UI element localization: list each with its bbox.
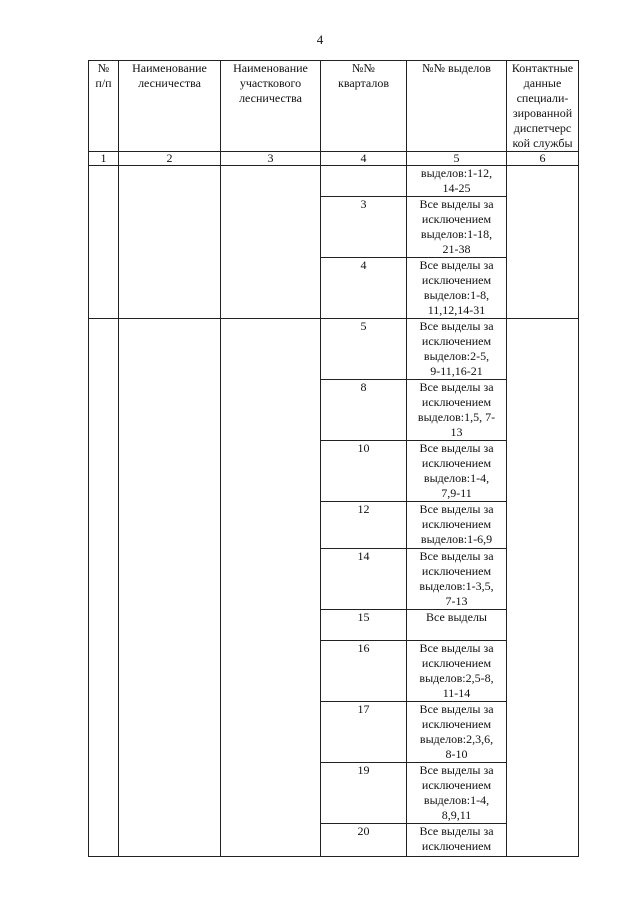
kvartal-cell: 4	[321, 258, 407, 319]
vydely-line: исключением	[421, 334, 492, 348]
column-number: 2	[119, 152, 221, 166]
kvartal-cell: 10	[321, 441, 407, 502]
vydely-line: выделов:2-5,	[423, 349, 490, 363]
header-line: п/п	[95, 76, 112, 90]
blank-num	[89, 166, 119, 319]
header-line: зированной	[512, 106, 573, 120]
vydely-line: исключением	[421, 456, 492, 470]
header-line: участкового	[239, 76, 302, 90]
vydely-line: Все выделы за	[419, 549, 494, 563]
kvartal-cell: 14	[321, 549, 407, 610]
vydely-cell	[407, 763, 507, 824]
vydely-line: Все выделы за	[419, 763, 494, 777]
header-line: №№ выделов	[422, 61, 491, 75]
vydely-line: выделов:1-8,	[423, 288, 490, 302]
vydely-line: 7-13	[445, 594, 468, 608]
header-line: №	[97, 61, 110, 75]
vydely-line: выделов:2,3,6,	[419, 732, 494, 746]
kvartal-cell: 12	[321, 502, 407, 549]
vydely-line: 7,9-11	[441, 486, 472, 500]
vydely-line: Все выделы за	[419, 319, 494, 333]
column-number: 1	[89, 152, 119, 166]
vydely-line: исключением	[421, 717, 492, 731]
blank-district	[221, 166, 321, 319]
kvartal-cell	[321, 166, 407, 197]
vydely-cell	[407, 824, 507, 857]
column-number: 3	[221, 152, 321, 166]
table-row	[89, 166, 579, 197]
vydely-line: 13	[450, 425, 463, 439]
vydely-cell	[407, 380, 507, 441]
vydely-line: исключением	[421, 395, 492, 409]
vydely-line: исключением	[421, 517, 492, 531]
header-line: №№	[352, 61, 375, 75]
kvartal-cell: 3	[321, 197, 407, 258]
header-contacts	[507, 61, 579, 152]
vydely-line: исключением	[421, 656, 492, 670]
header-line: кой службы	[512, 136, 573, 150]
header-forestry	[119, 61, 221, 152]
vydely-cell	[407, 641, 507, 702]
vydely-line: выделов:1,5, 7-	[417, 410, 496, 424]
blank-contacts	[507, 319, 579, 857]
kvartal-cell: 17	[321, 702, 407, 763]
blank-contacts	[507, 166, 579, 319]
forestry-table	[88, 60, 579, 857]
vydely-line: 8,9,11	[441, 808, 472, 822]
vydely-line: 11-14	[442, 686, 471, 700]
kvartal-cell: 19	[321, 763, 407, 824]
vydely-line: исключением	[421, 273, 492, 287]
kvartal-cell: 15	[321, 610, 407, 641]
vydely-line: Все выделы за	[419, 824, 494, 838]
header-line: лесничества	[239, 91, 302, 105]
vydely-cell	[407, 166, 507, 197]
column-number: 4	[321, 152, 407, 166]
vydely-line: 9-11,16-21	[430, 364, 483, 378]
vydely-cell	[407, 197, 507, 258]
header-row	[89, 61, 579, 152]
vydely-line: исключением	[421, 564, 492, 578]
vydely-line: выделов:1-4,	[423, 471, 490, 485]
vydely-line: Все выделы за	[419, 441, 494, 455]
vydely-line: исключением	[421, 212, 492, 226]
vydely-line: 11,12,14-31	[427, 303, 486, 317]
vydely-line: 14-25	[442, 181, 471, 195]
column-number-row	[89, 152, 579, 166]
vydely-cell	[407, 502, 507, 549]
header-vydely	[407, 61, 507, 152]
blank-district	[221, 319, 321, 857]
vydely-cell	[407, 610, 507, 641]
vydely-line: Все выделы за	[419, 197, 494, 211]
column-number: 5	[407, 152, 507, 166]
vydely-line: Все выделы за	[419, 702, 494, 716]
vydely-line: Все выделы за	[419, 641, 494, 655]
column-number: 6	[507, 152, 579, 166]
vydely-cell	[407, 702, 507, 763]
header-line: Наименование	[233, 61, 308, 75]
kvartal-cell: 16	[321, 641, 407, 702]
header-district-forestry	[221, 61, 321, 152]
vydely-line: выделов:1-4,	[423, 793, 490, 807]
table-row	[89, 319, 579, 380]
blank-forestry	[119, 319, 221, 857]
vydely-line: исключением	[421, 778, 492, 792]
vydely-line: Все выделы за	[419, 502, 494, 516]
vydely-line: исключением	[421, 839, 492, 853]
header-line: диспетчерс	[513, 121, 572, 135]
vydely-line: выделов:1-18,	[420, 227, 493, 241]
kvartal-cell: 20	[321, 824, 407, 857]
vydely-cell	[407, 319, 507, 380]
vydely-cell	[407, 441, 507, 502]
header-line: лесничества	[138, 76, 201, 90]
header-line: Наименование	[132, 61, 207, 75]
blank-num	[89, 319, 119, 857]
header-line: данные	[523, 76, 562, 90]
vydely-line: Все выделы за	[419, 258, 494, 272]
vydely-line: выделов:1-12,	[420, 166, 493, 180]
kvartal-cell: 5	[321, 319, 407, 380]
vydely-line: выделов:2,5-8,	[419, 671, 494, 685]
vydely-cell	[407, 549, 507, 610]
vydely-line: 21-38	[442, 242, 471, 256]
header-line: кварталов	[338, 76, 389, 90]
header-line: специали-	[516, 91, 569, 105]
vydely-cell	[407, 258, 507, 319]
blank-forestry	[119, 166, 221, 319]
vydely-line: выделов:1-6,9	[420, 532, 493, 546]
header-num	[89, 61, 119, 152]
vydely-line: Все выделы	[425, 610, 487, 624]
vydely-line: выделов:1-3,5,	[419, 579, 494, 593]
vydely-line: Все выделы за	[419, 380, 494, 394]
header-line: Контактные	[511, 61, 574, 75]
page-number: 4	[316, 32, 324, 47]
kvartal-cell: 8	[321, 380, 407, 441]
vydely-line: 8-10	[445, 747, 468, 761]
header-kvartaly	[321, 61, 407, 152]
